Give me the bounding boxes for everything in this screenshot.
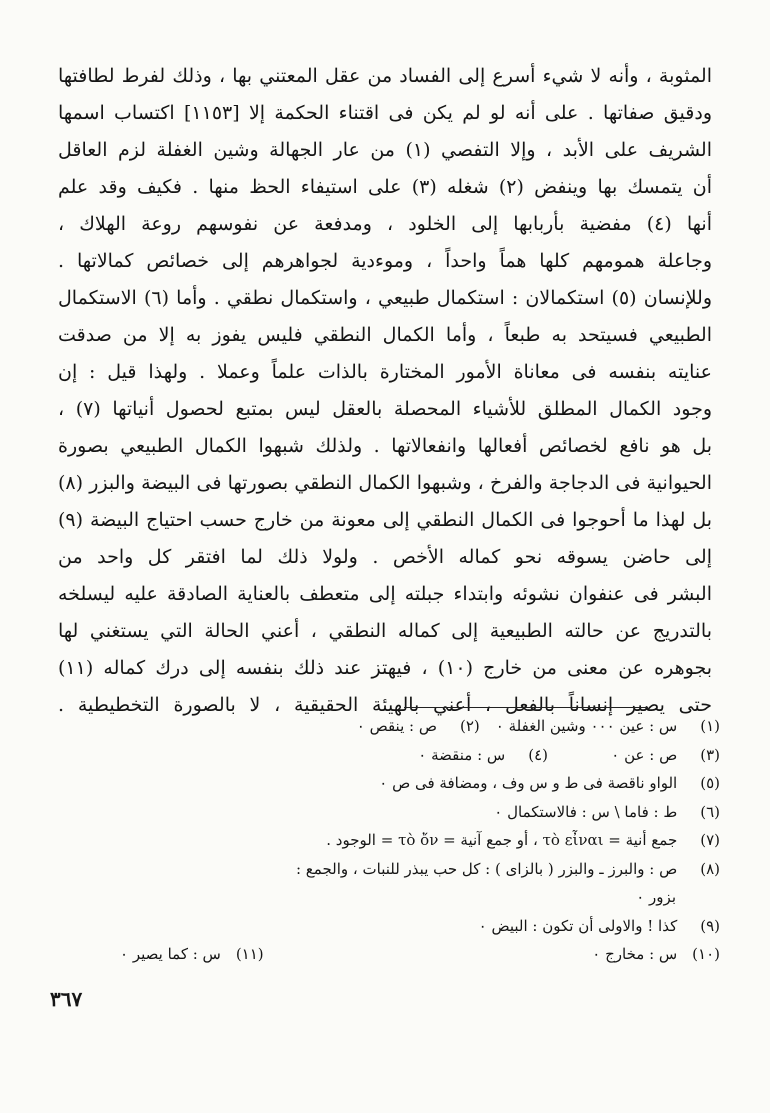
footnote-number: (٧) xyxy=(700,831,720,849)
footnote-text: ص : ينقص ٠ xyxy=(356,717,437,735)
footnote-number: (٨) xyxy=(700,859,720,878)
footnote-row xyxy=(120,940,720,969)
footnote-text: ط : فاما \ س : فالاستكمال ٠ xyxy=(494,802,678,821)
footnote-8 xyxy=(80,855,720,884)
footnote-6 xyxy=(80,798,720,827)
text-line: بل لهذا ما أحوجوا فى الكمال النطقي إلى معونة من خارج حسب احتياج البيضة (٩) xyxy=(58,509,712,531)
footnote-number: (٥) xyxy=(700,774,720,792)
footnote-11 xyxy=(120,940,264,969)
text-line: البشر فى عنفوان نشوئه وابتداء جبلته إلى متعطف بالعناية الصادقة عليه ليسلخه xyxy=(58,583,712,605)
footnote-row xyxy=(80,741,720,770)
text-line: إلى حاضن يسوقه نحو كماله الأخص . ولولا ذلك لما افتقر كل واحد من xyxy=(58,546,712,568)
footnote-10 xyxy=(592,940,720,969)
footnote-5 xyxy=(80,769,720,798)
footnote-text: س : كما يصير ٠ xyxy=(120,945,221,963)
text-line: المثوبة ، وأنه لا شيء أسرع إلى الفساد من عقل المعتني بها ، وذلك لفرط لطافتها xyxy=(58,65,712,87)
footnote-divider xyxy=(404,707,648,708)
text-line: وجود الكمال المطلق للأشياء المحصلة بالعقل ليس بمتبع لحصول أنياتها (٧) ، xyxy=(58,398,712,420)
footnote-text: جمع أنية = τὸ εἶναι ، أو جمع آنية = τὸ ὄν = الوجود . xyxy=(326,831,678,849)
footnote-text: س : مخارج ٠ xyxy=(592,945,678,963)
footnote-1 xyxy=(496,712,720,741)
text-line: بجوهره عن معنى من خارج (١٠) ، فيهتز عند ذلك بنفسه إلى درك كماله (١١) xyxy=(58,657,712,679)
footnote-text: س : عين ٠٠٠ وشين الغفلة ٠ xyxy=(495,717,678,735)
text-line: أنها (٤) مفضية بأربابها إلى الخلود ، ومدفعة عن نفوسهم روعة الهلاك ، xyxy=(58,213,712,235)
footnote-number: (٤) xyxy=(528,745,548,764)
text-line: أن يتمسك بها وينفض (٢) شغله (٣) على استيفاء الحظ منها . فكيف وقد علم xyxy=(58,176,712,198)
text-line: بل هو نافع لخصائص أفعالها وانفعالاتها . ولذلك شبهوا الكمال الطبيعي بصورة xyxy=(58,435,712,457)
text-line: بالتدريج عن حالته الطبيعية إلى كماله النطقي ، أعني الحالة التي يستغني لها xyxy=(58,620,712,642)
footnotes xyxy=(80,712,720,969)
text-line: ودقيق صفاتها . على أنه لو لم يكن فى اقتناء الحكمة إلا [١١٥٣] اكتساب اسمها xyxy=(58,102,712,124)
text-line: وللإنسان (٥) استكمالان : استكمال طبيعي ، واستكمال نطقي . وأما (٦) الاستكمال xyxy=(58,287,712,309)
footnote-number: (٣) xyxy=(700,745,720,764)
footnote-text: الواو ناقصة فى ط و س وف ، ومضافة فى ص ٠ xyxy=(379,774,678,792)
footnote-3 xyxy=(564,741,720,770)
footnote-number: (١٠) xyxy=(692,945,720,963)
footnote-text: س : منقضة ٠ xyxy=(418,745,506,764)
footnote-row xyxy=(80,712,720,741)
text-line: الشريف على الأبد ، وإلا التفصي (١) من عار الجهالة وشين الغفلة لزم العاقل xyxy=(58,139,712,161)
text-line: الطبيعي فسيتحد به طبعاً ، وأما الكمال النطقي فليس يفوز به إلا من صدقت xyxy=(58,324,712,346)
footnote-4 xyxy=(418,741,548,770)
text-line: حتى يصير إنساناً بالفعل ، أعني بالهيئة الحقيقية ، لا بالصورة التخطيطية . xyxy=(58,694,712,716)
text-line: الحيوانية فى الدجاجة والفرخ ، وشبهوا الكمال النطقي بصورتها فى البيضة والبزر (٨) xyxy=(58,472,712,494)
footnote-text: ص : والبرز ـ والبزر ( بالزاى ) : كل حب يبذر للنبات ، والجمع : xyxy=(295,859,678,878)
main-text xyxy=(58,58,712,724)
footnote-number: (٩) xyxy=(700,916,720,935)
footnote-number: (١) xyxy=(700,717,720,735)
text-line: عنايته بنفسه فى معاناة الأمور المختارة بالذات علماً وعملا . ولهذا قيل : إن xyxy=(58,361,712,383)
footnote-number: (٦) xyxy=(700,802,720,821)
footnote-number: (١١) xyxy=(235,945,264,963)
footnote-text: ص : عن ٠ xyxy=(611,745,678,764)
footnote-8-continuation: بزور ٠ xyxy=(636,888,676,906)
page-number: ٣٦٧ xyxy=(50,987,83,1011)
footnote-7 xyxy=(80,826,720,855)
footnote-2 xyxy=(357,712,480,741)
text-line: وجاعلة همومهم كلها هماً واحداً ، وموءدية لجواهرهم إلى خصائص كمالاتها . xyxy=(58,250,712,272)
footnote-text: كذا ! والاولى أن تكون : البيض ٠ xyxy=(478,916,678,935)
footnote-9 xyxy=(80,912,720,941)
footnote-number: (٢) xyxy=(459,717,480,735)
